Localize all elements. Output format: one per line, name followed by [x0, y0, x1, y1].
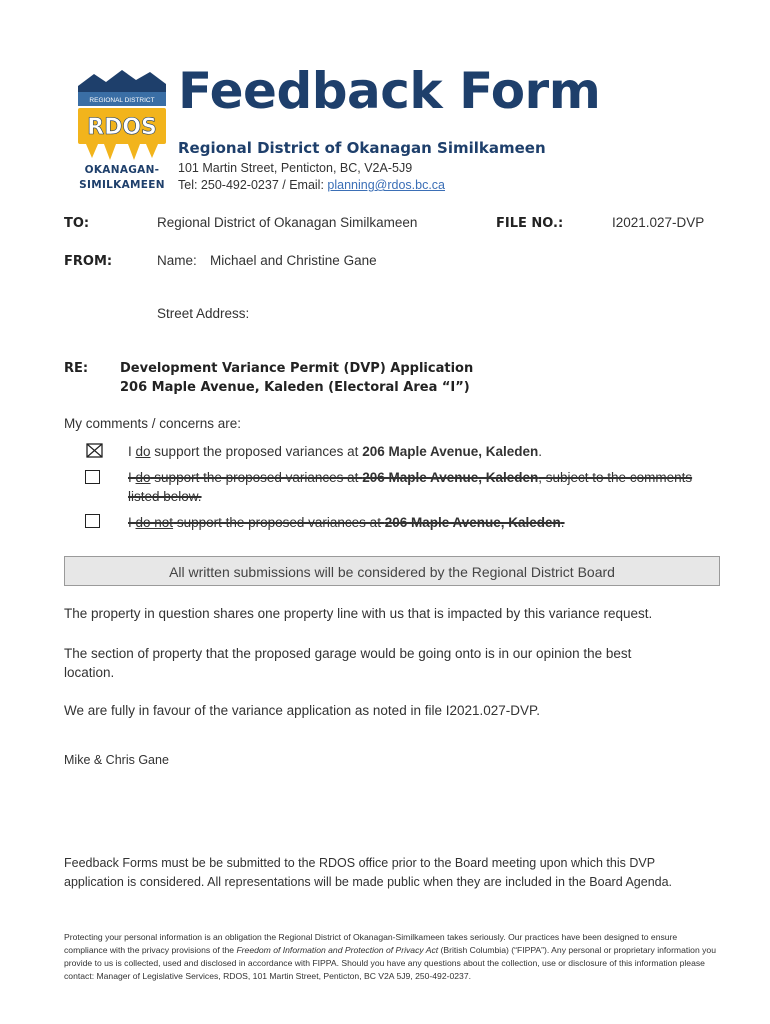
logo-top-text: REGIONAL DISTRICT [89, 97, 155, 104]
logo-caption-line2: SIMILKAMEEN [79, 179, 165, 191]
support-checkbox[interactable] [86, 443, 99, 455]
from-label: FROM: [64, 254, 113, 269]
privacy-notice [64, 931, 720, 983]
street-address-label: Street Address: [157, 306, 250, 321]
support-with-conditions-checkbox[interactable] [85, 470, 100, 484]
logo-badge: RDOS [87, 115, 157, 140]
submissions-banner [64, 556, 720, 586]
rdos-logo-graphic [76, 64, 168, 164]
org-address: 101 Martin Street, Penticton, BC, V2A-5J9 [178, 161, 413, 175]
submission-notice: Feedback Forms must be be submitted to the RDOS office prior to the Board meeting upon which this DVP application is considered. All representations will be made public when they are included in the Board Agenda. [64, 856, 673, 889]
option-notsupport-middle: support the proposed variances at [173, 515, 385, 530]
option-conditions-emph: do [135, 470, 151, 485]
privacy-act-name: Freedom of Information and Protection of Privacy Act [236, 945, 439, 955]
comments-intro: My comments / concerns are: [64, 416, 242, 431]
option-support-prefix: I [128, 444, 136, 459]
file-no-value: I2021.027-DVP [612, 215, 705, 230]
option-notsupport-suffix: . [560, 515, 565, 530]
name-label: Name: [157, 253, 197, 268]
to-value: Regional District of Okanagan Similkameen [157, 215, 418, 230]
rdos-logo [76, 64, 168, 194]
option-conditions-address: 206 Maple Avenue, Kaleden [362, 470, 539, 485]
option-notsupport-address: 206 Maple Avenue, Kaleden [384, 515, 561, 530]
to-label: TO: [64, 216, 90, 231]
option-support [128, 444, 542, 459]
option-support-middle: support the proposed variances at [150, 444, 363, 459]
option-support-emph: do [135, 444, 151, 459]
option-conditions-middle: support the proposed variances at [150, 470, 363, 485]
privacy-text-a: Protecting your personal information is an obligation the Regional District of Okanagan-Similkameen takes seriously. Our practices have been designed to ensure compliance with the privacy provisions of the [64, 932, 678, 955]
org-contact [178, 178, 445, 192]
re-line2: 206 Maple Avenue, Kaleden (Electoral Area “I”) [120, 380, 470, 395]
option-support-conditions [128, 470, 708, 485]
option-notsupport-prefix: I [128, 515, 136, 530]
re-line1: Development Variance Permit (DVP) Application [120, 361, 474, 376]
org-name: Regional District of Okanagan Similkameen [178, 139, 546, 157]
do-not-support-checkbox[interactable] [85, 514, 100, 528]
banner-text: All written submissions will be considered by the Regional District Board [169, 564, 615, 580]
re-label: RE: [64, 361, 89, 376]
file-no-label: FILE NO.: [496, 216, 564, 231]
option-support-address: 206 Maple Avenue, Kaleden [362, 444, 539, 459]
option-do-not-support [128, 515, 565, 530]
option-notsupport-emph: do not [135, 515, 174, 530]
phone-text: Tel: 250-492-0237 / Email: [178, 178, 328, 192]
option-conditions-line2: listed below. [128, 489, 202, 504]
comment-paragraph-1: The property in question shares one property line with us that is impacted by this variance request. [64, 606, 653, 621]
option-conditions-prefix: I [128, 470, 136, 485]
email-link[interactable]: planning@rdos.bc.ca [327, 178, 446, 192]
signature: Mike & Chris Gane [64, 753, 169, 767]
option-support-suffix: . [538, 444, 543, 459]
form-title: Feedback Form [178, 62, 601, 120]
check-x-icon [86, 443, 103, 458]
name-value: Michael and Christine Gane [210, 253, 377, 268]
comment-paragraph-2: The section of property that the proposed garage would be going onto is in our opinion the best location. [64, 646, 632, 680]
privacy-text-b: (British Columbia) (“FIPPA”). Any personal or proprietary information you provide to us is collected, used and disclosed in accordance with FIPPA. Should you have any questions about the collection, use or disclosure of this information please contact: Manager of Legislative Services, RDOS, 101 Martin Street, Penticton, BC V2A 5J9, 250-492-0237. [64, 945, 716, 981]
comment-paragraph-3: We are fully in favour of the variance application as noted in file I2021.027-DVP. [64, 703, 541, 718]
logo-caption-line1: OKANAGAN- [84, 164, 160, 176]
option-conditions-suffix: , subject to the comments [538, 470, 693, 485]
